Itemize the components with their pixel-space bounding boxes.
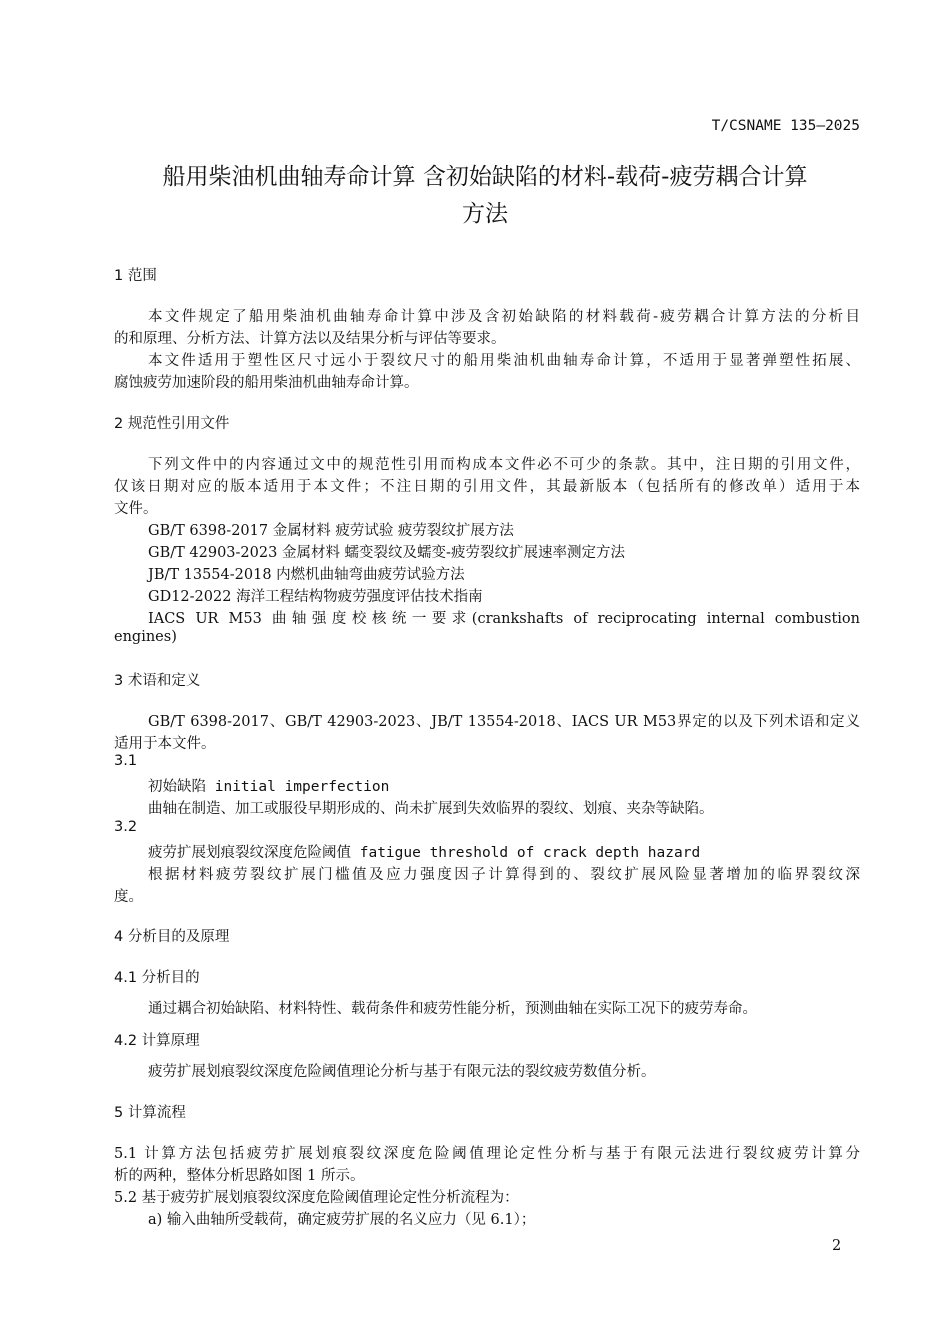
reference-item: JB/T 13554-2018 内燃机曲轴弯曲疲劳试验方法 [148, 567, 465, 583]
clause-5-2: 5.2 基于疲劳扩展划痕裂纹深度危险阈值理论定性分析流程为： [114, 1190, 519, 1206]
subsection-4-1-paragraph: 通过耦合初始缺陷、材料特性、载荷条件和疲劳性能分析，预测曲轴在实际工况下的疲劳寿命。 [148, 1001, 757, 1017]
term-name: 初始缺陷 initial imperfection [148, 779, 390, 795]
term-number: 3.2 [114, 819, 138, 835]
subsection-4-1-heading: 4.1 分析目的 [114, 970, 200, 986]
subsection-4-2-paragraph: 疲劳扩展划痕裂纹深度危险阈值理论分析与基于有限元法的裂纹疲劳数值分析。 [148, 1064, 656, 1080]
term-number: 3.1 [114, 753, 138, 769]
section-3-heading: 3 术语和定义 [114, 673, 201, 689]
section-3-paragraph-line1: GB/T 6398-2017、GB/T 42903-2023、JB/T 13554-2018、IACS UR M53界定的以及下列术语和定义 [148, 714, 860, 730]
reference-item: GB/T 42903-2023 金属材料 蠕变裂纹及蠕变-疲劳裂纹扩展速率测定方法 [148, 545, 625, 561]
section-2-paragraph-line2: 仅该日期对应的版本适用于本文件；不注日期的引用文件，其最新版本（包括所有的修改单）适用于本 [114, 479, 860, 495]
clause-5-1-line1: 5.1 计算方法包括疲劳扩展划痕裂纹深度危险阈值理论定性分析与基于有限元法进行裂纹疲劳计算分 [114, 1146, 860, 1162]
section-2-paragraph-line3: 文件。 [114, 501, 158, 517]
subsection-4-2-heading: 4.2 计算原理 [114, 1033, 200, 1049]
section-5-heading: 5 计算流程 [114, 1105, 186, 1121]
reference-item-line2: engines) [114, 629, 177, 645]
page-number: 2 [832, 1238, 842, 1254]
section-3-paragraph-line2: 适用于本文件。 [114, 736, 216, 752]
document-title-line1: 船用柴油机曲轴寿命计算 含初始缺陷的材料-载荷-疲劳耦合计算 [162, 164, 808, 190]
term-definition-line2: 度。 [114, 889, 143, 905]
term-name: 疲劳扩展划痕裂纹深度危险阈值 fatigue threshold of crack depth hazard [148, 845, 701, 861]
term-definition-line1: 根据材料疲劳裂纹扩展门槛值及应力强度因子计算得到的、裂纹扩展风险显著增加的临界裂纹深 [148, 867, 860, 883]
term-definition: 曲轴在制造、加工或服役早期形成的、尚未扩展到失效临界的裂纹、划痕、夹杂等缺陷。 [148, 801, 714, 817]
section-1-heading: 1 范围 [114, 268, 157, 284]
section-1-paragraph-1-line2: 的和原理、分析方法、计算方法以及结果分析与评估等要求。 [114, 331, 506, 347]
section-1-paragraph-1-line1: 本文件规定了船用柴油机曲轴寿命计算中涉及含初始缺陷的材料载荷-疲劳耦合计算方法的分析目 [148, 309, 860, 325]
reference-item: GB/T 6398-2017 金属材料 疲劳试验 疲劳裂纹扩展方法 [148, 523, 514, 539]
section-1-paragraph-2-line2: 腐蚀疲劳加速阶段的船用柴油机曲轴寿命计算。 [114, 375, 419, 391]
section-2-heading: 2 规范性引用文件 [114, 416, 230, 432]
section-2-paragraph-line1: 下列文件中的内容通过文中的规范性引用而构成本文件必不可少的条款。其中，注日期的引用文件， [148, 457, 860, 473]
section-1-paragraph-2-line1: 本文件适用于塑性区尺寸远小于裂纹尺寸的船用柴油机曲轴寿命计算，不适用于显著弹塑性拓展、 [148, 353, 860, 369]
document-number: T/CSNAME 135—2025 [711, 118, 860, 134]
clause-5-1-line2: 析的两种，整体分析思路如图 1 所示。 [114, 1168, 365, 1184]
reference-item-line1: IACS UR M53 曲轴强度校核统一要求(crankshafts of reciprocating internal combustion [148, 611, 860, 627]
reference-item: GD12-2022 海洋工程结构物疲劳强度评估技术指南 [148, 589, 483, 605]
list-item-a: a) 输入曲轴所受载荷，确定疲劳扩展的名义应力（见 6.1）； [148, 1212, 536, 1228]
section-4-heading: 4 分析目的及原理 [114, 929, 230, 945]
document-title-line2: 方法 [462, 201, 508, 227]
